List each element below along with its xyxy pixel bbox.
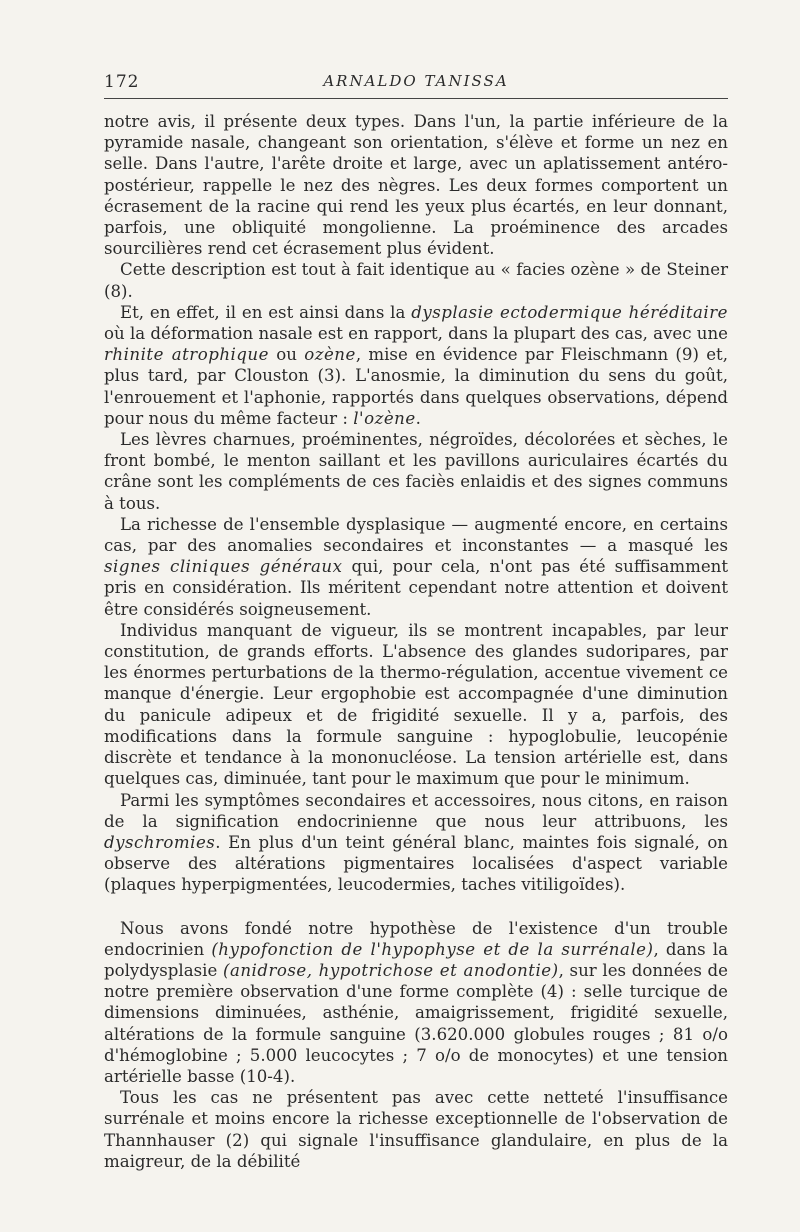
italic-phrase: (anidrose, hypotrichose et anodontie) bbox=[222, 960, 559, 980]
text-run: notre avis, il présente deux types. Dans l'un, la partie inférieure de la pyramide nasale, changeant son orientation, s'élève et forme un nez en selle. Dans l'autre, l'arête droite et large, avec un aplatissement antéro-postérieur, rappelle le nez des nègres. Les deux formes comportent un écrasement de la racine qui rend les yeux plus écartés, en leur donnant, parfois, une obliquité mongolienne. La proéminence des arcades sourcilières rend cet écrasement plus évident. bbox=[104, 112, 728, 259]
text-run: . bbox=[415, 408, 421, 428]
text-run: ou bbox=[268, 345, 305, 365]
text-run: Les lèvres charnues, proéminentes, négroïdes, décolorées et sèches, le front bombé, le menton saillant et les pavillons auriculaires écartés du crâne sont les compléments de ces faciès enlaidis et des signes communs à tous. bbox=[104, 430, 728, 513]
text-run: Et, en effet, il en est ainsi dans la bbox=[120, 302, 412, 322]
italic-phrase: signes cliniques généraux bbox=[104, 557, 343, 577]
text-run: Nous avons fondé notre hypothèse de l'existence d'un trouble endocrinien bbox=[104, 918, 728, 959]
paragraph bbox=[104, 111, 728, 259]
italic-phrase: dyschromies bbox=[104, 832, 216, 852]
text-run: Tous les cas ne présentent pas avec cette netteté l'insuffisance surrénale et moins encore la richesse exceptionnelle de l'observation de Thannhauser (2) qui signale l'insuffisance glandulaire, en plus de la maigreur, de la débilité bbox=[104, 1088, 728, 1171]
text-run: . En plus d'un teint général blanc, maintes fois signalé, on observe des altérations pigmentaires localisées d'aspect variable (plaques hyperpigmentées, leucodermies, taches vitiligoïdes). bbox=[104, 832, 728, 895]
text-run: Cette description est tout à fait identique au « facies ozène » de Steiner (8). bbox=[104, 260, 728, 301]
text-run: , mise en évidence par Fleischmann (9) et, plus tard, par Clouston (3). L'anosmie, la diminution du sens du goût, l'enrouement et l'aphonie, rapportés dans quelques observations, dépend pour nous du même facteur : bbox=[104, 345, 728, 428]
italic-phrase: (hypofonction de l'hypophyse et de la surrénale) bbox=[211, 939, 654, 959]
paragraph bbox=[104, 302, 728, 429]
page-header bbox=[104, 68, 728, 99]
paragraph bbox=[104, 259, 728, 301]
paragraph bbox=[104, 918, 728, 1088]
italic-phrase: ozène bbox=[304, 345, 356, 365]
text-run: qui, pour cela, n'ont pas été suffisamment pris en considération. Ils méritent cependant notre attention et doivent être considérés soigneusement. bbox=[104, 557, 728, 619]
text-run: où la déformation nasale est en rapport, dans la plupart des cas, avec une bbox=[104, 324, 728, 344]
text-run: Parmi les symptômes secondaires et accessoires, nous citons, en raison de la signification endocrinienne que nous leur attribuons, les bbox=[104, 790, 728, 831]
paragraph bbox=[104, 790, 728, 896]
paragraph bbox=[104, 620, 728, 790]
paragraph-gap bbox=[104, 896, 728, 918]
text-run: Individus manquant de vigueur, ils se montrent incapables, par leur constitution, de grands efforts. L'absence des glandes sudoripares, par les énormes perturbations de la thermo-régulation, accentue vivement ce manque d'énergie. Leur ergophobie est accompagnée d'une diminution du panicule adipeux et de frigidité sexuelle. Il y a, parfois, des modifications dans la formule sanguine : hypoglobulie, leucopénie discrète et tendance à la mononucléose. La tension artérielle est, dans quelques cas, diminuée, tant pour le maximum que pour le minimum. bbox=[104, 620, 728, 789]
body-text bbox=[104, 111, 728, 1172]
paragraph bbox=[104, 1087, 728, 1172]
italic-phrase: dysplasie ectodermique héréditaire bbox=[411, 302, 728, 322]
page bbox=[104, 68, 728, 1218]
text-run: , dans la polydysplasie bbox=[104, 939, 728, 980]
italic-phrase: rhinite atrophique bbox=[104, 345, 269, 365]
text-run: La richesse de l'ensemble dysplasique — augmenté encore, en certains cas, par des anomalies secondaires et inconstantes — a masqué les bbox=[104, 514, 728, 556]
text-run: , sur les données de notre première observation d'une forme complète (4) : selle turcique de dimensions diminuées, asthénie, amaigrissement, frigidité sexuelle, altérations de la formule sanguine (3.620.000 globules rouges ; 81 o/o d'hémoglobine ; 5.000 leucocytes ; 7 o/o de monocytes) et une tension artérielle basse (10-4). bbox=[104, 960, 729, 1086]
page-number: 172 bbox=[104, 72, 140, 92]
paragraph bbox=[104, 429, 728, 514]
paragraph bbox=[104, 514, 728, 620]
running-head: ARNALDO TANISSA bbox=[323, 72, 509, 90]
italic-phrase: l'ozène bbox=[353, 408, 416, 428]
